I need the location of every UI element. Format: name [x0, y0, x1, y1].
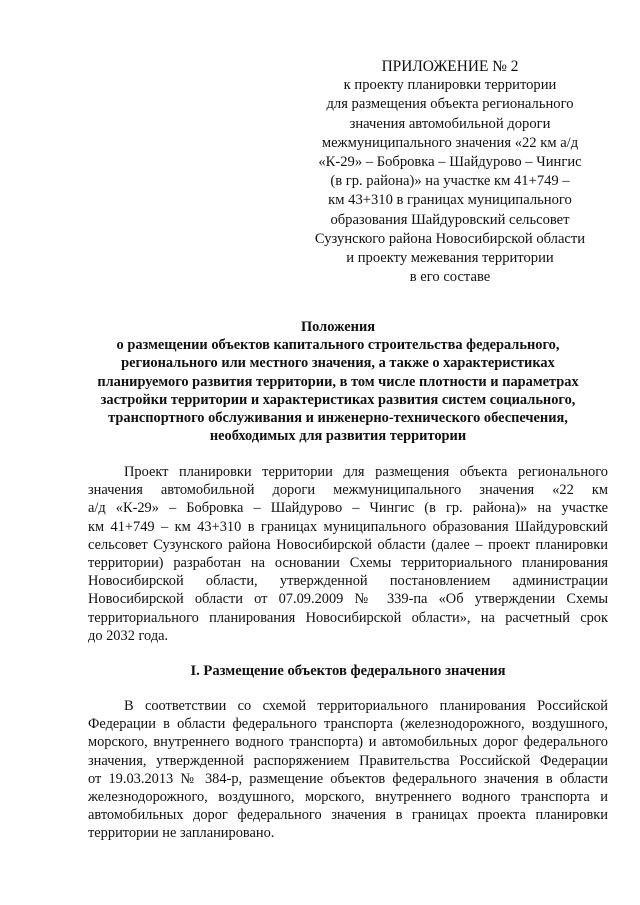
appendix-line: км 43+310 в границах муниципального [328, 192, 572, 209]
paragraph-line: Проект планировки территории для размещения объекта регионального [124, 464, 608, 480]
paragraph-line: Федерации в области федерального транспорта (железнодорожного, воздушного, [88, 716, 608, 733]
heading-line: планируемого развития территории, в том числе плотности и параметрах [97, 373, 579, 390]
heading-line: о размещении объектов капитального строительства федерального, [116, 337, 560, 354]
appendix-line: значения автомобильной дороги [349, 115, 551, 132]
paragraph-line: а/д «К-29» – Бобровка – Шайдурово – Чингис (в гр. района)» на участке [88, 500, 608, 517]
heading-line: регионального или местного значения, а также о характеристиках [121, 355, 555, 372]
paragraph-line: от 19.03.2013 № 384-р, размещение объектов федерального значения в области [88, 770, 608, 787]
paragraph-line: территории) разработан на основании Схемы территориального планирования [88, 555, 608, 572]
appendix-line: образования Шайдуровский сельсовет [330, 211, 570, 228]
paragraph-line: морского, внутреннего водного транспорта) и автомобильных дорог федерального [88, 734, 608, 751]
heading-line: необходимых для развития территории [209, 428, 467, 445]
appendix-line: «К-29» – Бобровка – Шайдурово – Чингис [318, 154, 582, 171]
paragraph-line: сельсовет Сузунского района Новосибирской области (далее – проект планировки [88, 536, 608, 553]
heading-line: Положения [300, 319, 376, 335]
appendix-title: ПРИЛОЖЕНИЕ № 2 [381, 58, 519, 75]
document-heading [68, 318, 608, 445]
heading-line: застройки территории и характеристиках развития систем социального, [100, 391, 576, 408]
paragraph-line: территориального планирования Новосибирской области», на расчетный срок [88, 609, 608, 626]
appendix-line: межмуниципального значения «22 км а/д [321, 134, 579, 151]
paragraph-line: значения автомобильной дороги межмуниципального значения «22 км [88, 482, 608, 499]
intro-paragraph [88, 463, 608, 645]
appendix-line: к проекту планировки территории [343, 77, 557, 94]
paragraph-line: до 2032 года. [88, 627, 169, 644]
appendix-line: Сузунского района Новосибирской области [314, 230, 586, 247]
appendix-block [300, 57, 600, 287]
paragraph-line: значения, утвержденной распоряжением Правительства Российской Федерации [88, 752, 608, 769]
section-paragraph [88, 697, 608, 843]
paragraph-line: км 41+749 – км 43+310 в границах муниципального образования Шайдуровский [88, 518, 608, 535]
appendix-line: (в гр. района)» на участке км 41+749 – [330, 173, 570, 190]
paragraph-line: железнодорожного, воздушного, морского, внутреннего водного транспорта и [88, 789, 608, 806]
appendix-line: и проекту межевания территории [346, 250, 554, 267]
paragraph-line: В соответствии со схемой территориального планирования Российской [124, 698, 608, 714]
paragraph-line: территории не запланировано. [88, 825, 275, 842]
paragraph-line: Новосибирской области от 07.09.2009 № 339-па «Об утверждении Схемы [88, 591, 608, 608]
heading-line: транспортного обслуживания и инженерно-технического обеспечения, [108, 410, 568, 427]
appendix-line: в его составе [409, 269, 491, 286]
section-title: I. Размещение объектов федерального значения [190, 663, 506, 679]
paragraph-line: автомобильных дорог федерального значения в границах проекта планировки [88, 807, 608, 824]
appendix-line: для размещения объекта регионального [326, 96, 574, 113]
paragraph-line: Новосибирской области, утвержденной постановлением администрации [88, 573, 608, 590]
